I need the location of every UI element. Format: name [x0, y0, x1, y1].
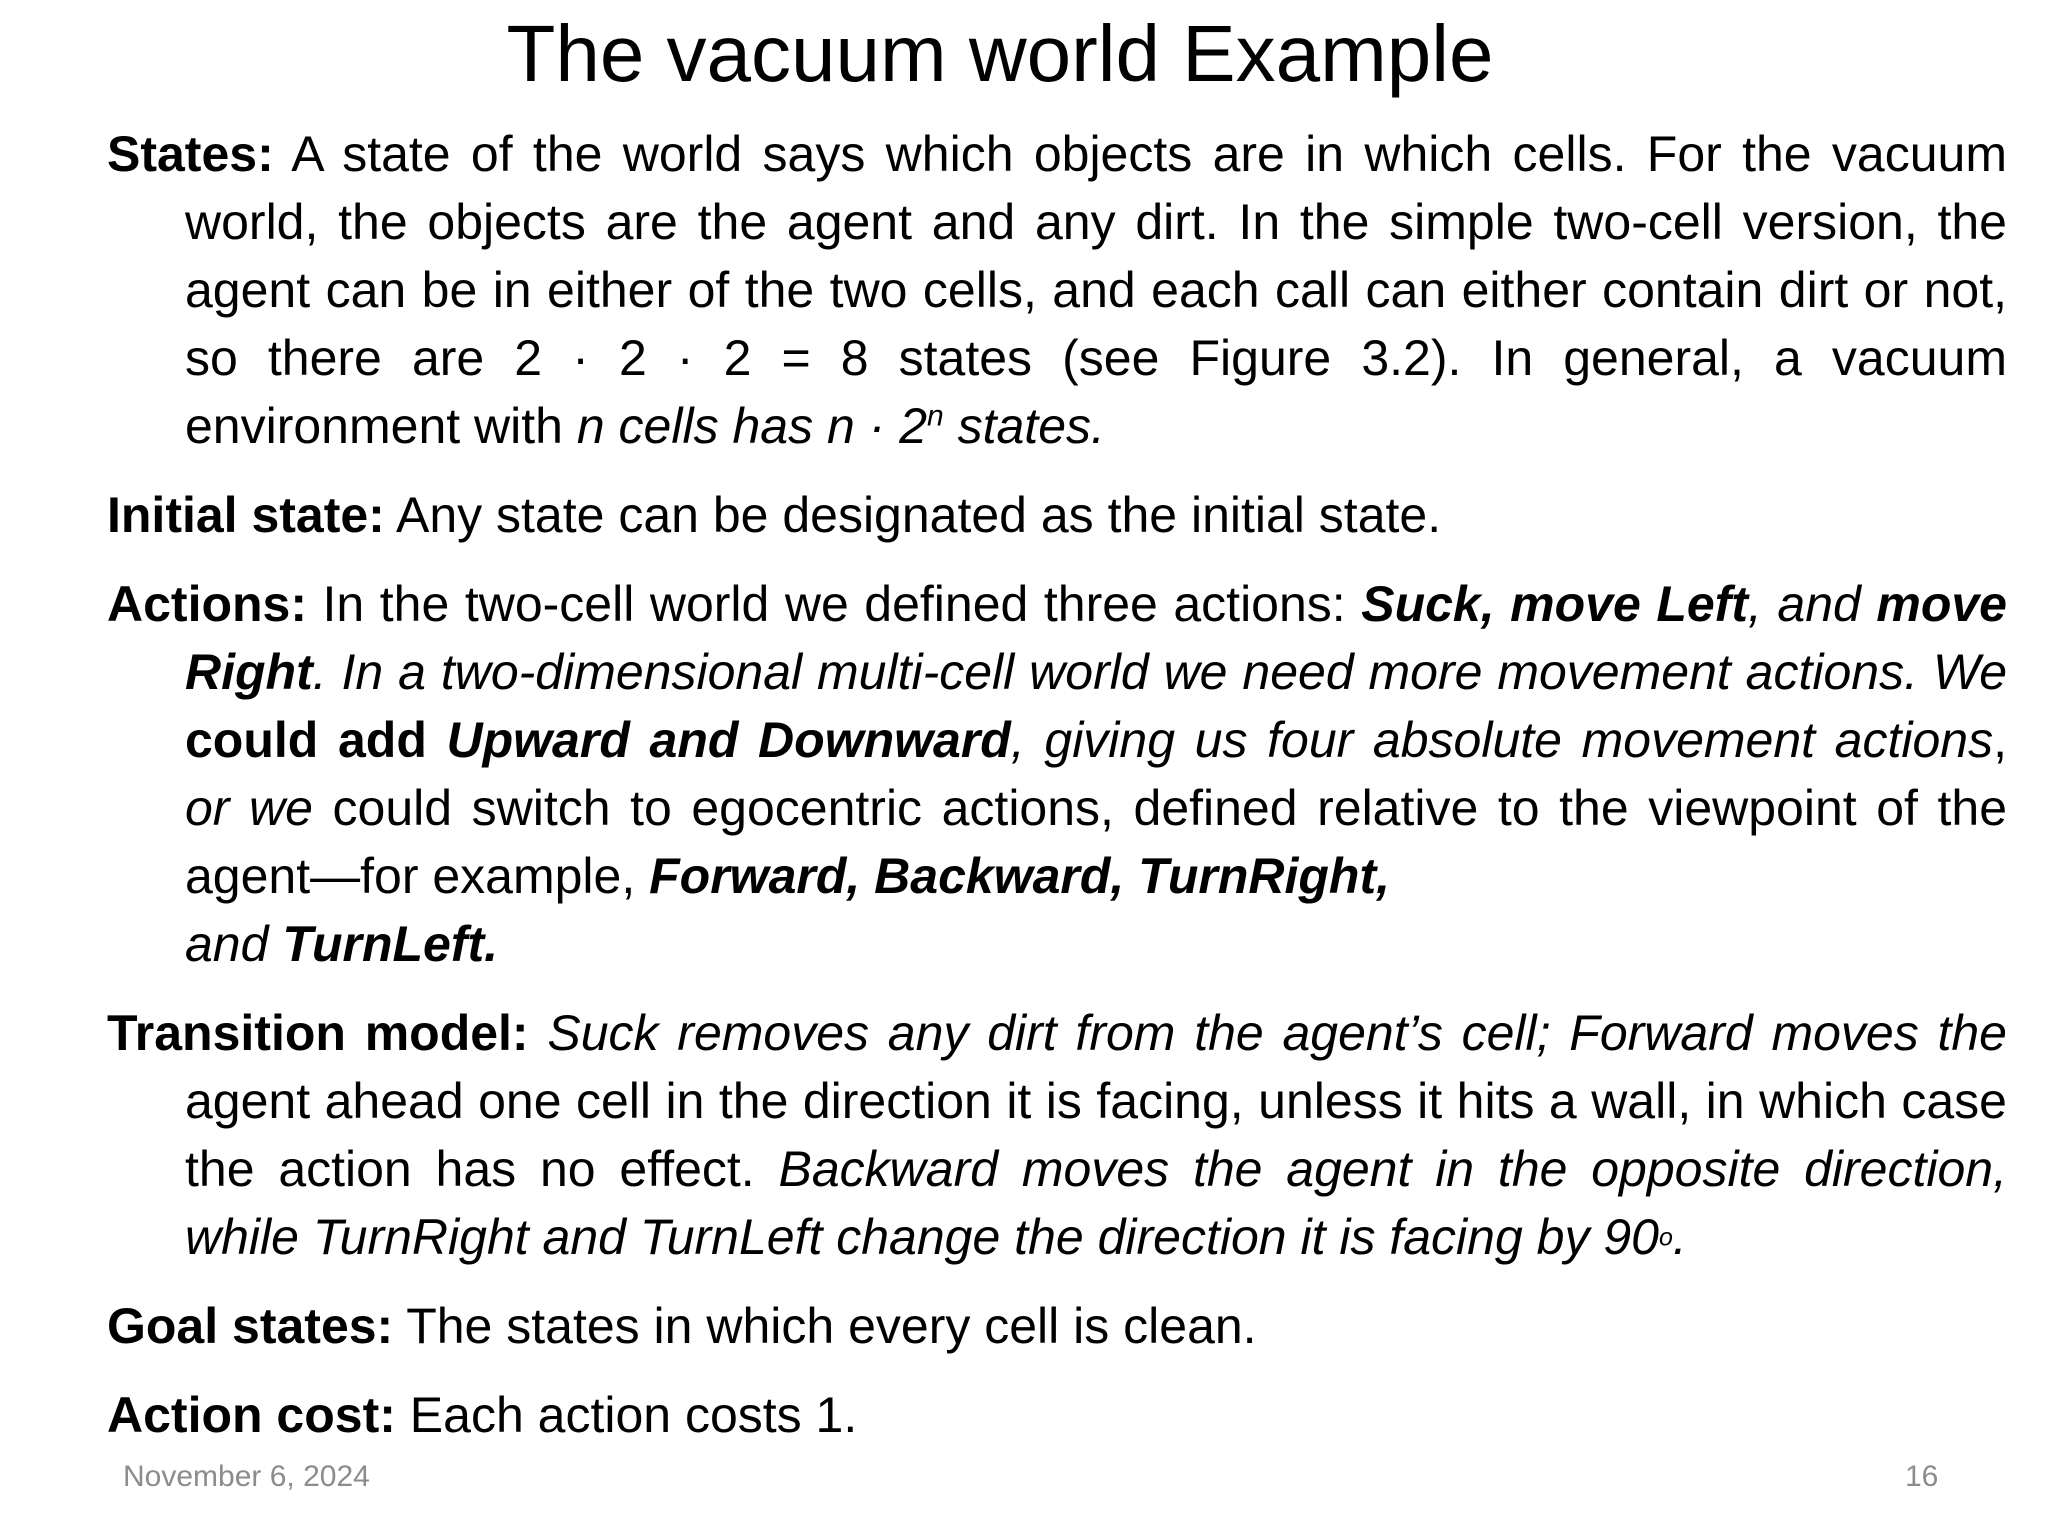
states-formula-end: states. — [943, 398, 1105, 454]
goal-states-text: The states in which every cell is clean. — [393, 1298, 1257, 1355]
states-formula: n cells has n · 2 — [576, 398, 928, 454]
actions-and: , and — [1747, 576, 1877, 632]
transition-paragraph — [107, 999, 2007, 1271]
states-label: States: — [107, 126, 274, 182]
slide-title: The vacuum world Example — [506, 9, 1494, 98]
states-paragraph — [107, 120, 2007, 460]
page-number: 16 — [1905, 1460, 1939, 1493]
initial-state-text: Any state can be designated as the initial state. — [384, 487, 1442, 543]
initial-state-label: Initial state: — [107, 487, 385, 543]
transition-period: . — [1672, 1209, 1687, 1265]
actions-could-add: could add — [185, 712, 447, 768]
goal-states-label: Goal states: — [107, 1298, 394, 1355]
actions-up-down: Upward and Downward — [446, 712, 1011, 768]
degree-symbol: o — [1658, 1223, 1673, 1252]
actions-turnleft: TurnLeft. — [282, 916, 499, 972]
actions-paragraph — [107, 570, 2007, 978]
action-cost-label: Action cost: — [107, 1387, 396, 1444]
transition-backward-text: Backward moves the agent in the opposite direction, while TurnRight and TurnLeft change the direction it is facing by 90 — [185, 1141, 2007, 1265]
initial-state-paragraph — [107, 481, 2007, 549]
goal-states-paragraph — [107, 1292, 2007, 1360]
transition-suck-text: Suck removes any dirt from the agent’s cell; Forward moves the — [528, 1005, 2007, 1061]
states-exponent: n — [927, 399, 944, 433]
actions-comma: , — [1993, 712, 2008, 768]
states-text: A state of the world says which objects are in which cells. For the vacuum world, the objects are the agent and any dirt. In the simple two-cell version, the agent can be in either of the two cells, and each call can either contain dirt or not, so there are 2 · 2 · 2 = 8 states (see Figure 3.2). In general, a vacuum environment with — [185, 126, 2007, 454]
actions-and-final: and — [185, 916, 283, 972]
actions-egocentric-text: could switch to egocentric actions, defined relative to the viewpoint of the agent—for example, — [185, 780, 2008, 904]
actions-move-right: move Right — [185, 576, 2007, 700]
transition-forward-text: agent ahead one cell in the direction it is facing, unless it hits a wall, in which case the action has no effect. — [185, 1073, 2007, 1197]
action-cost-paragraph — [107, 1381, 2007, 1449]
actions-label: Actions: — [107, 576, 307, 632]
slide-body — [107, 120, 2007, 1470]
actions-suck-left: Suck, move Left — [1361, 576, 1748, 632]
actions-absolute-text: , giving us four absolute movement actions — [1010, 712, 1994, 768]
actions-text: In the two-cell world we defined three actions: — [307, 576, 1362, 632]
actions-egocentric-list: Forward, Backward, TurnRight, — [649, 848, 1390, 904]
actions-or-we: or we — [185, 780, 313, 836]
action-cost-text: Each action costs 1. — [395, 1387, 858, 1444]
transition-label: Transition model: — [107, 1005, 529, 1061]
actions-multicell-text: . In a two-dimensional multi-cell world we need more movement actions. We — [312, 644, 2007, 700]
footer-date: November 6, 2024 — [123, 1460, 370, 1493]
